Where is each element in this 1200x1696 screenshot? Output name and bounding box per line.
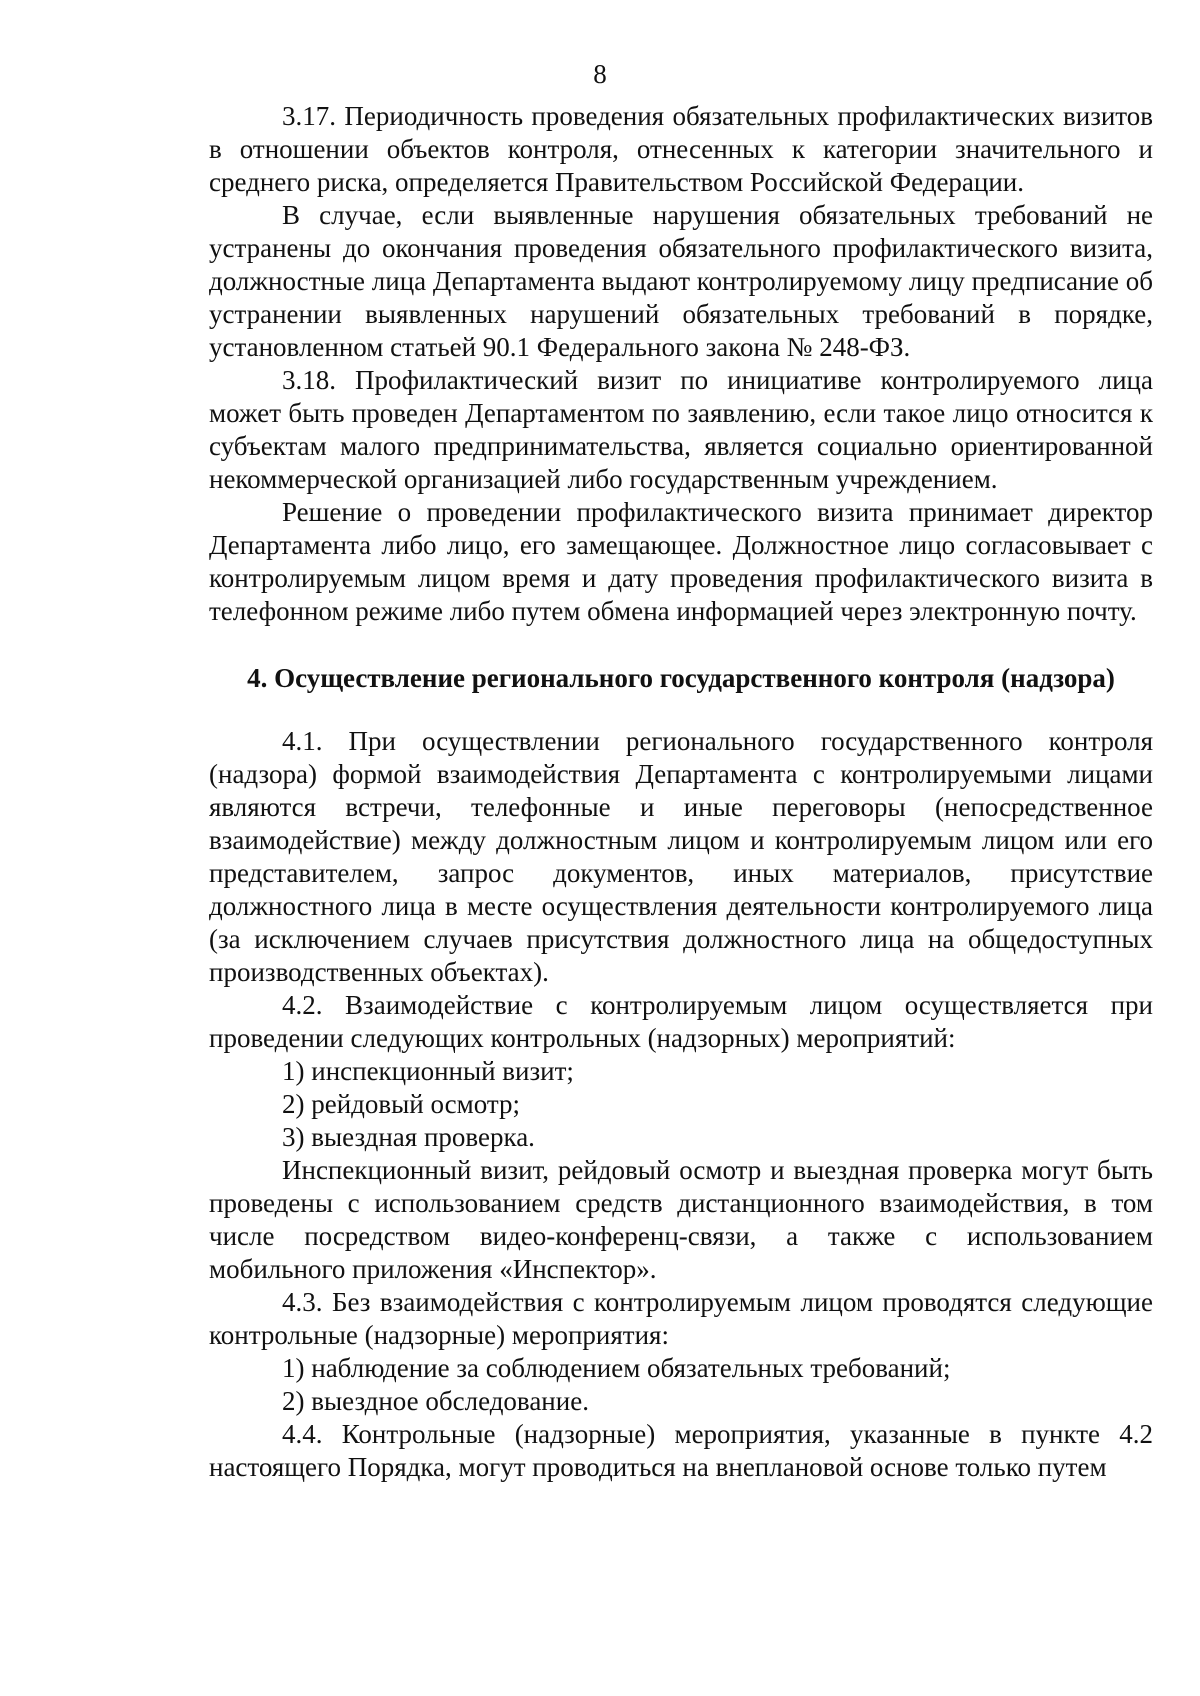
paragraph-4-3: 4.3. Без взаимодействия с контролируемым лицом проводятся следующие контрольные (надзорные) мероприятия: bbox=[209, 1287, 1153, 1350]
paragraph-4-4: 4.4. Контрольные (надзорные) мероприятия, указанные в пункте 4.2 настоящего Порядка, могут проводиться на внеплановой основе только путем bbox=[209, 1419, 1153, 1482]
paragraph-3-17-cont: В случае, если выявленные нарушения обязательных требований не устранены до окончания проведения обязательного профилактического визита, должностные лица Департамента выдают контролируемому лицу предписание об устранении выявленных нарушений обязательных требований в порядке, установленном статьей 90.1 Федерального закона № 248-ФЗ. bbox=[209, 200, 1153, 362]
paragraph-4-2: 4.2. Взаимодействие с контролируемым лицом осуществляется при проведении следующих контрольных (надзорных) мероприятий: bbox=[209, 990, 1153, 1053]
paragraph-4-1: 4.1. При осуществлении регионального государственного контроля (надзора) формой взаимодействия Департамента с контролируемыми лицами являются встречи, телефонные и иные переговоры (непосредственное взаимодействие) между должностным лицом и контролируемым лицом или его представителем, запрос документов, иных материалов, присутствие должностного лица в месте осуществления деятельности контролируемого лица (за исключением случаев присутствия должностного лица на общедоступных производственных объектах). bbox=[209, 726, 1153, 987]
paragraph-remote-interaction: Инспекционный визит, рейдовый осмотр и выездная проверка могут быть проведены с использованием средств дистанционного взаимодействия, в том числе посредством видео-конференц-связи, а также с использованием мобильного приложения «Инспектор». bbox=[209, 1155, 1153, 1284]
list-item: 1) наблюдение за соблюдением обязательных требований; bbox=[282, 1353, 951, 1383]
paragraph-3-18-cont: Решение о проведении профилактического визита принимает директор Департамента либо лицо, его замещающее. Должностное лицо согласовывает с контролируемым лицом время и дату проведения профилактического визита в телефонном режиме либо путем обмена информацией через электронную почту. bbox=[209, 497, 1153, 626]
list-item: 2) рейдовый осмотр; bbox=[282, 1089, 521, 1119]
document-body bbox=[209, 100, 1153, 1484]
list-item: 3) выездная проверка. bbox=[282, 1122, 535, 1152]
list-item: 1) инспекционный визит; bbox=[282, 1056, 574, 1086]
paragraph-3-17: 3.17. Периодичность проведения обязательных профилактических визитов в отношении объектов контроля, отнесенных к категории значительного и среднего риска, определяется Правительством Российской Федерации. bbox=[209, 101, 1153, 197]
section-heading: 4. Осуществление регионального государственного контроля (надзора) bbox=[247, 663, 1115, 693]
page-number: 8 bbox=[593, 59, 607, 89]
list-item: 2) выездное обследование. bbox=[282, 1386, 589, 1416]
paragraph-3-18: 3.18. Профилактический визит по инициативе контролируемого лица может быть проведен Департаментом по заявлению, если такое лицо относится к субъектам малого предпринимательства, является социально ориентированной некоммерческой организацией либо государственным учреждением. bbox=[209, 365, 1153, 494]
